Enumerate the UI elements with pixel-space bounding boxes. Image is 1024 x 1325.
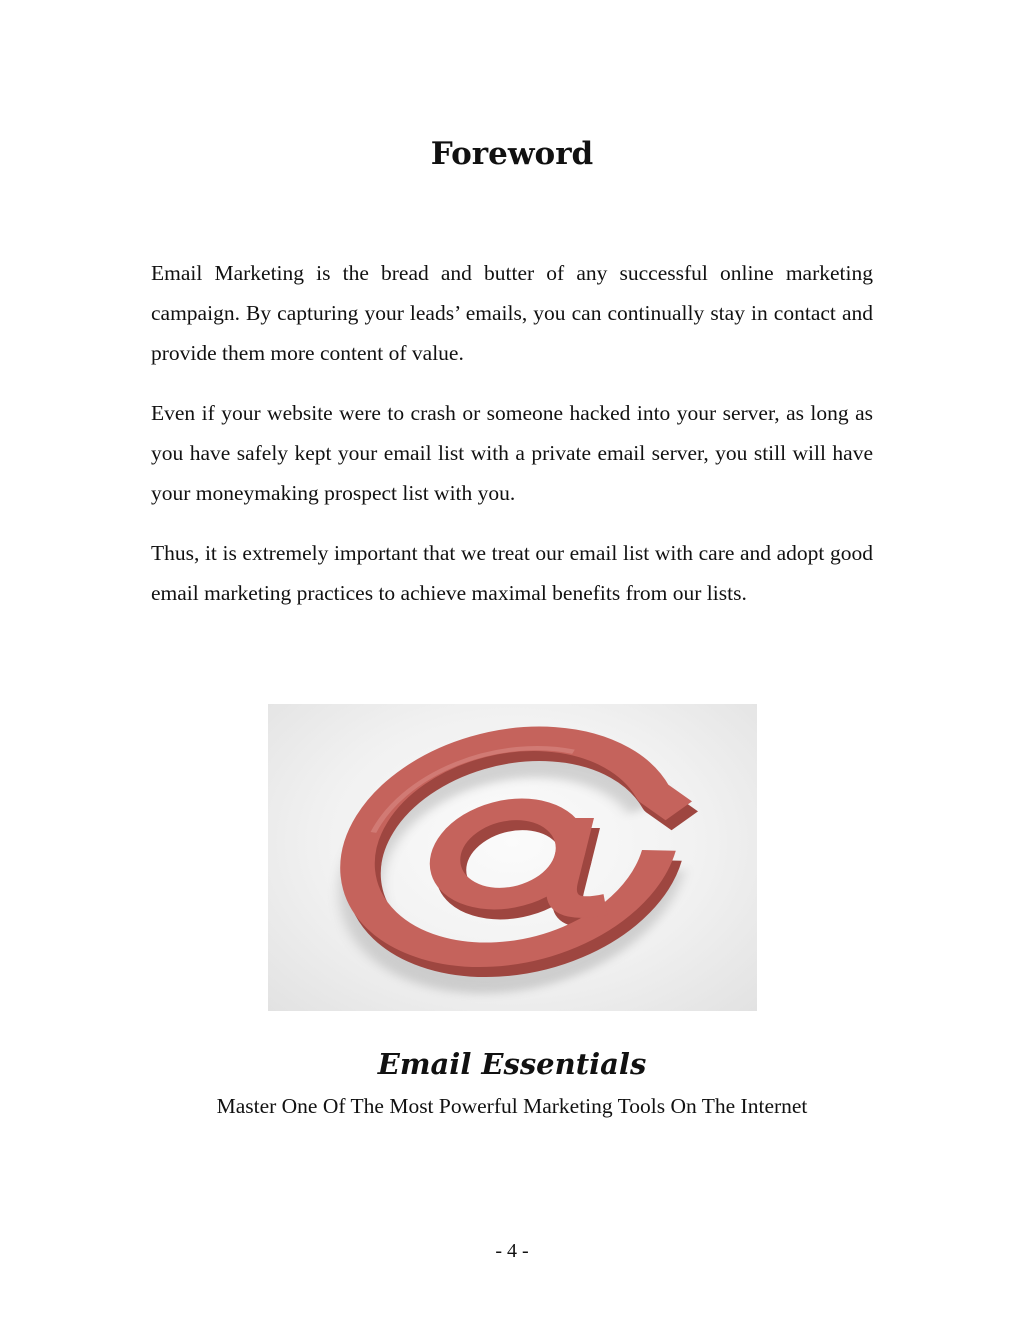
- page-number: - 4 -: [495, 1240, 529, 1262]
- page-title: Foreword: [430, 136, 594, 172]
- at-sign-figure: [268, 704, 757, 1011]
- paragraph: Email Marketing is the bread and butter of any successful online marketing campaign. By capturing your leads’ emails, you can continually stay in contact and provide them more content of value.: [151, 261, 873, 365]
- body-text: [151, 253, 873, 633]
- caption-subtitle: Master One Of The Most Powerful Marketing Tools On The Internet: [216, 1094, 808, 1118]
- at-sign-icon: [268, 704, 757, 1011]
- caption-title: Email Essentials: [377, 1047, 647, 1081]
- paragraph: Thus, it is extremely important that we treat our email list with care and adopt good email marketing practices to achieve maximal benefits from our lists.: [151, 541, 873, 605]
- paragraph: Even if your website were to crash or someone hacked into your server, as long as you have safely kept your email list with a private email server, you still will have your moneymaking prospect list with you.: [151, 401, 873, 505]
